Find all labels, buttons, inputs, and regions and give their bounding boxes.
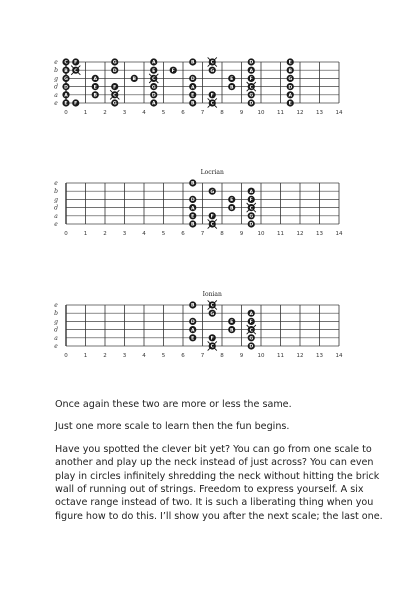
note-label: G — [112, 60, 117, 66]
fretboard-ionian — [0, 288, 420, 388]
note-label: F — [74, 60, 78, 66]
string-label: e — [54, 180, 58, 187]
fret-number: 13 — [316, 231, 323, 237]
note-label: C — [210, 344, 214, 350]
note-label: C — [210, 101, 214, 107]
note-label: G — [288, 77, 293, 83]
note-label: C — [113, 93, 117, 99]
fretboard-svg — [0, 166, 420, 266]
string-label: a — [54, 334, 58, 342]
note-label: G — [249, 93, 254, 99]
note-label: E — [64, 101, 68, 107]
note-label: F — [249, 77, 253, 83]
string-label: e — [54, 100, 58, 107]
fret-number: 4 — [142, 110, 146, 116]
string-label: e — [54, 59, 58, 66]
note-label: A — [249, 311, 254, 317]
note-label: D — [190, 320, 195, 326]
string-label: a — [54, 212, 58, 220]
body-text — [55, 398, 385, 532]
fret-number: 8 — [220, 353, 224, 359]
fret-number: 9 — [239, 353, 244, 359]
fret-number: 4 — [142, 231, 146, 237]
fret-number: 6 — [181, 231, 185, 237]
fret-number: 11 — [277, 110, 284, 116]
paragraph: Have you spotted the clever bit yet? You can go from one scale to another and play up the neck instead of just across? You can even play in circles infinitely shredding the neck without hitting the brick wall of running out of strings. Freedom to express yourself. A six octave range instead of two. It is such a liberating thing when you figure how to do this. I’ll show you after the next scale; the last one. — [55, 443, 383, 522]
note-label: E — [230, 77, 234, 83]
fret-number: 5 — [161, 353, 166, 359]
note-label: F — [210, 93, 214, 99]
note-label: F — [210, 214, 214, 220]
note-label: C — [210, 303, 214, 309]
string-label: b — [54, 188, 58, 196]
string-label: b — [54, 310, 58, 318]
note-label: F — [113, 85, 117, 91]
note-label: D — [249, 60, 254, 66]
paragraph: Just one more scale to learn then the fun begins. — [55, 421, 290, 433]
note-label: B — [229, 85, 234, 91]
fret-number: 8 — [220, 110, 224, 116]
note-label: A — [249, 189, 254, 195]
note-label: G — [151, 85, 156, 91]
string-label: e — [54, 221, 58, 228]
fret-number: 0 — [64, 110, 68, 116]
note-label: D — [112, 68, 117, 74]
note-label: B — [64, 68, 68, 74]
fret-number: 6 — [181, 110, 185, 116]
note-label: E — [230, 320, 234, 326]
note-label: C — [249, 328, 253, 334]
string-label: a — [54, 91, 58, 99]
note-label: A — [151, 60, 156, 66]
fretboard-svg — [0, 288, 420, 388]
fret-number: 0 — [64, 353, 68, 359]
fret-number: 12 — [296, 231, 304, 237]
note-label: A — [249, 68, 254, 74]
fret-number: 11 — [277, 231, 284, 237]
string-label: d — [54, 204, 58, 212]
paragraph: Once again these two are more or less the same. — [55, 399, 292, 410]
string-label: b — [54, 67, 58, 75]
fret-number: 0 — [64, 231, 68, 237]
fret-number: 1 — [83, 110, 88, 116]
fret-number: 12 — [296, 353, 304, 359]
note-label: D — [288, 85, 293, 91]
fret-number: 5 — [161, 231, 166, 237]
fret-number: 8 — [220, 231, 224, 237]
note-label: B — [229, 206, 234, 212]
note-label: E — [191, 214, 195, 220]
fret-number: 1 — [83, 353, 88, 359]
fret-number: 13 — [316, 110, 323, 116]
fret-number: 4 — [142, 353, 146, 359]
fret-number: 10 — [257, 353, 265, 359]
fret-number: 10 — [257, 110, 265, 116]
note-label: D — [190, 77, 195, 83]
note-label: B — [132, 77, 137, 83]
note-label: A — [190, 85, 195, 91]
note-label: B — [190, 60, 195, 66]
note-label: A — [64, 93, 68, 99]
note-label: E — [152, 68, 156, 74]
note-label: C — [74, 68, 78, 74]
note-label: G — [64, 77, 68, 83]
fret-number: 9 — [239, 231, 244, 237]
note-label: E — [93, 85, 97, 91]
fret-number: 13 — [316, 353, 323, 359]
note-label: G — [249, 336, 254, 342]
note-label: D — [190, 198, 195, 204]
fretboard-svg — [0, 50, 420, 145]
note-label: F — [249, 320, 253, 326]
fret-number: 3 — [122, 353, 127, 359]
note-label: E — [230, 198, 234, 204]
string-label: e — [54, 302, 58, 309]
fret-number: 7 — [200, 353, 205, 359]
fret-number: 14 — [335, 353, 343, 359]
fret-number: 7 — [200, 110, 205, 116]
note-label: D — [151, 93, 156, 99]
note-label: F — [74, 101, 78, 107]
note-label: C — [64, 60, 68, 66]
string-label: d — [54, 83, 58, 91]
fret-number: 1 — [83, 231, 88, 237]
note-label: F — [171, 68, 175, 74]
fret-number: 2 — [103, 231, 107, 237]
note-label: A — [93, 77, 98, 83]
note-label: A — [288, 93, 293, 99]
note-label: A — [151, 101, 156, 107]
fret-number: 2 — [103, 110, 107, 116]
string-label: g — [54, 75, 58, 83]
fret-number: 14 — [335, 110, 343, 116]
note-label: C — [152, 77, 156, 83]
note-label: A — [190, 206, 195, 212]
note-label: B — [190, 222, 195, 228]
string-label: g — [54, 196, 58, 204]
fretboard-all-notes — [0, 50, 420, 145]
note-label: G — [112, 101, 117, 107]
diagram-title: Ionian — [202, 291, 222, 298]
fret-number: 12 — [296, 110, 304, 116]
string-label: d — [54, 326, 58, 334]
note-label: A — [190, 328, 195, 334]
fret-number: 3 — [122, 110, 127, 116]
note-label: D — [64, 85, 68, 91]
note-label: B — [229, 328, 234, 334]
note-label: E — [191, 93, 195, 99]
note-label: F — [249, 198, 253, 204]
note-label: C — [210, 222, 214, 228]
fret-number: 6 — [181, 353, 185, 359]
note-label: E — [191, 336, 195, 342]
note-label: C — [249, 85, 253, 91]
note-label: B — [190, 101, 195, 107]
note-label: E — [288, 60, 292, 66]
fret-number: 2 — [103, 353, 107, 359]
fret-number: 11 — [277, 353, 284, 359]
fret-number: 9 — [239, 110, 244, 116]
note-label: G — [210, 189, 215, 195]
note-label: B — [190, 181, 195, 187]
note-label: C — [249, 206, 253, 212]
note-label: D — [249, 222, 254, 228]
string-label: e — [54, 343, 58, 350]
fret-number: 14 — [335, 231, 343, 237]
string-label: g — [54, 318, 58, 326]
diagram-title: Locrian — [200, 169, 224, 176]
note-label: D — [249, 101, 254, 107]
fret-number: 5 — [161, 110, 166, 116]
note-label: C — [210, 60, 214, 66]
note-label: D — [249, 344, 254, 350]
note-label: B — [288, 68, 293, 74]
note-label: G — [210, 68, 215, 74]
fret-number: 7 — [200, 231, 205, 237]
fret-number: 10 — [257, 231, 265, 237]
note-label: F — [210, 336, 214, 342]
note-label: G — [210, 311, 215, 317]
fret-number: 3 — [122, 231, 127, 237]
note-label: B — [93, 93, 98, 99]
note-label: G — [249, 214, 254, 220]
fretboard-locrian — [0, 166, 420, 266]
note-label: E — [288, 101, 292, 107]
note-label: B — [190, 303, 195, 309]
